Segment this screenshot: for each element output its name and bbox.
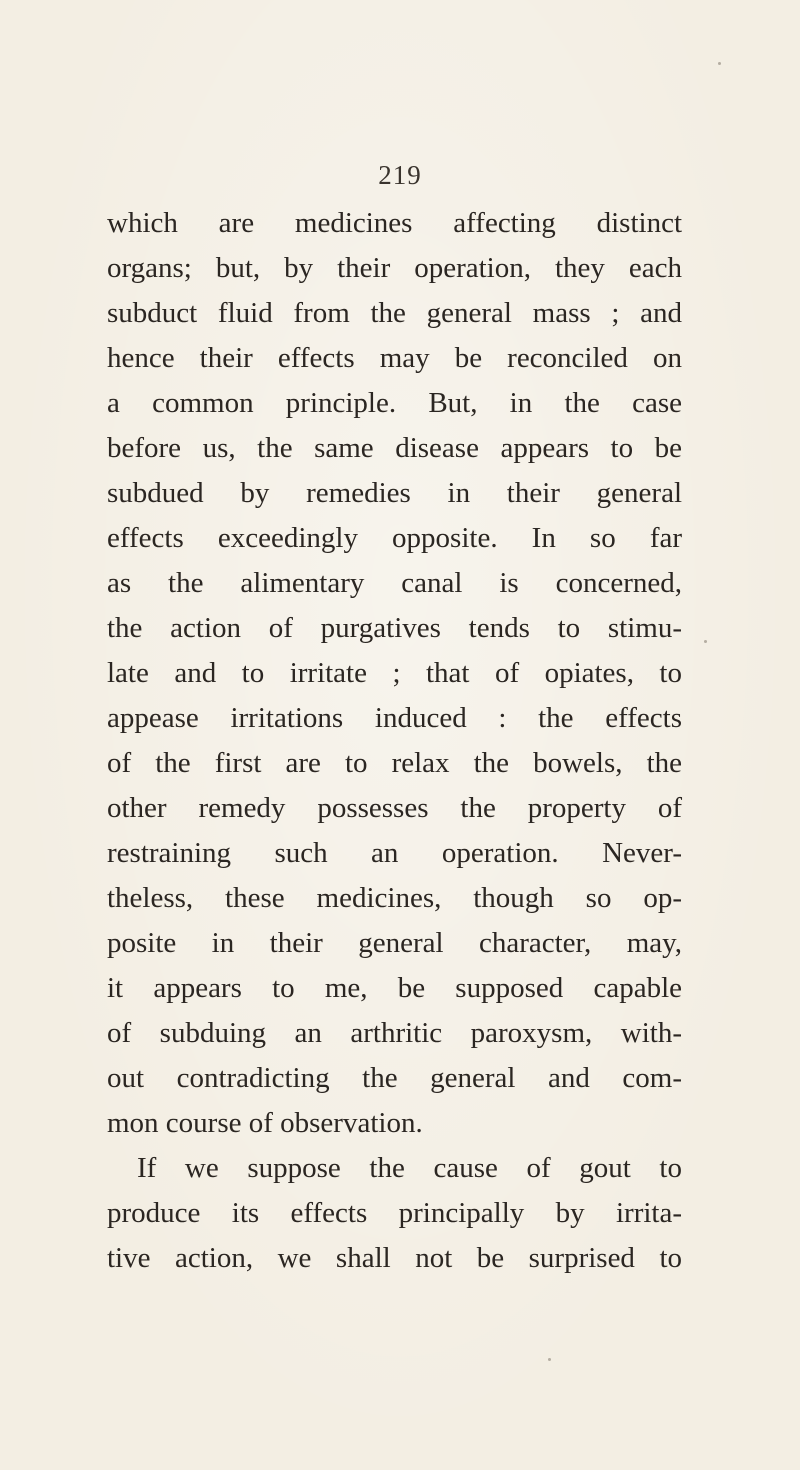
text-line: appease irritations induced : the effects (107, 702, 682, 734)
paper-speck (704, 640, 707, 643)
text-line: hence their effects may be reconciled on (107, 342, 682, 374)
text-line-paragraph-start: If we suppose the cause of gout to (137, 1152, 682, 1184)
text-line: the action of purgatives tends to stimu- (107, 612, 682, 644)
text-line: subduct fluid from the general mass ; and (107, 297, 682, 329)
text-line: organs; but, by their operation, they each (107, 252, 682, 284)
paper-speck (718, 62, 721, 65)
text-line: of subduing an arthritic paroxysm, with- (107, 1017, 682, 1049)
text-line: of the first are to relax the bowels, the (107, 747, 682, 779)
text-line: posite in their general character, may, (107, 927, 682, 959)
text-line: effects exceedingly opposite. In so far (107, 522, 682, 554)
text-line: other remedy possesses the property of (107, 792, 682, 824)
text-line: produce its effects principally by irrita- (107, 1197, 682, 1229)
text-line: which are medicines affecting distinct (107, 207, 682, 239)
text-line: as the alimentary canal is concerned, (107, 567, 682, 599)
text-line: out contradicting the general and com- (107, 1062, 682, 1094)
text-line: before us, the same disease appears to be (107, 432, 682, 464)
text-line: mon course of observation. (107, 1107, 423, 1139)
body-text (107, 201, 682, 1281)
text-line: a common principle. But, in the case (107, 387, 682, 419)
text-line: late and to irritate ; that of opiates, to (107, 657, 682, 689)
text-line: restraining such an operation. Never- (107, 837, 682, 869)
text-line: tive action, we shall not be surprised to (107, 1242, 682, 1274)
text-line: it appears to me, be supposed capable (107, 972, 682, 1004)
page-number: 219 (378, 160, 422, 190)
paper-speck (548, 1358, 551, 1361)
text-line: theless, these medicines, though so op- (107, 882, 682, 914)
text-line: subdued by remedies in their general (107, 477, 682, 509)
